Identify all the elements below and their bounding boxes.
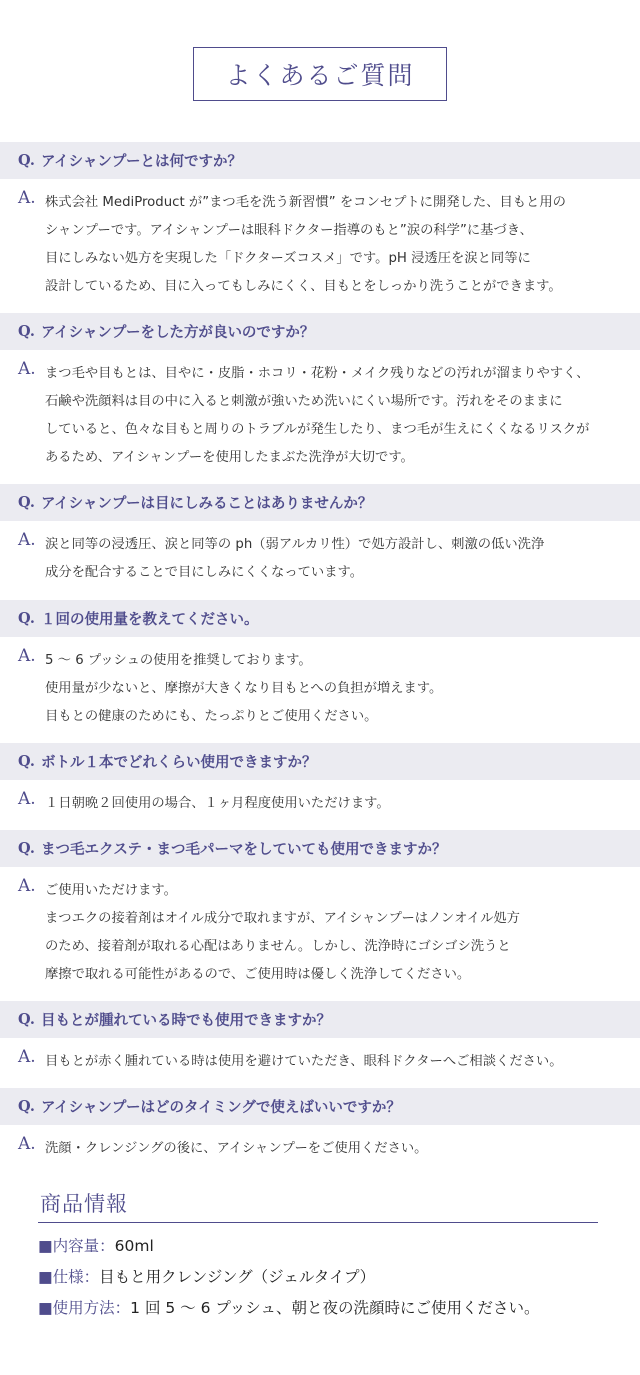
answer-line: していると、色々な目もと周りのトラブルが発生したり、まつ毛が生えにくくなるリスクが [45, 422, 590, 437]
answer-mark: A. [18, 876, 36, 896]
question-mark: Q. [18, 494, 35, 511]
question-bar [0, 484, 640, 521]
answer-block [0, 790, 640, 818]
faq-item [0, 1001, 640, 1076]
product-info-row [38, 1231, 598, 1262]
question-mark: Q. [18, 323, 35, 340]
question-mark: Q. [18, 1011, 35, 1028]
faq-item [0, 484, 640, 587]
question-mark: Q. [18, 840, 35, 857]
question-mark: Q. [18, 610, 35, 627]
faq-item [0, 1088, 640, 1163]
faq-item [0, 142, 640, 301]
answer-line: １日朝晩２回使用の場合、１ヶ月程度使用いただけます。 [45, 796, 390, 811]
answer-line: 摩擦で取れる可能性があるので、ご使用時は優しく洗浄してください。 [45, 967, 471, 982]
answer-mark: A. [18, 789, 36, 809]
product-info-value: 1 回 5 ～ 6 プッシュ、朝と夜の洗顔時にご使用ください。 [130, 1299, 540, 1317]
answer-line: 5 ～ 6 プッシュの使用を推奨しております。 [45, 653, 312, 668]
question-text: １回の使用量を教えてください。 [40, 612, 259, 628]
faq-item [0, 600, 640, 731]
answer-block [0, 531, 640, 587]
answer-line: 設計しているため、目に入ってもしみにくく、目もとをしっかり洗うことができます。 [45, 279, 562, 294]
answer-block [0, 360, 640, 472]
question-bar [0, 1088, 640, 1125]
answer-block [0, 1048, 640, 1076]
product-info-label: ■使用方法： [38, 1299, 131, 1317]
question-mark: Q. [18, 152, 35, 169]
answer-line: のため、接着剤が取れる心配はありません。しかし、洗浄時にゴシゴシ洗うと [45, 939, 511, 954]
page-title: よくあるご質問 [193, 47, 447, 101]
answer-line: 成分を配合することで目にしみにくくなっています。 [45, 565, 364, 580]
answer-mark: A. [18, 646, 36, 666]
product-info-list [38, 1231, 598, 1324]
faq-item [0, 743, 640, 818]
answer-mark: A. [18, 1047, 36, 1067]
product-info-row [38, 1262, 598, 1293]
answer-mark: A. [18, 530, 36, 550]
question-text: ボトル１本でどれくらい使用できますか？ [40, 755, 317, 771]
question-text: 目もとが腫れている時でも使用できますか？ [40, 1013, 331, 1029]
answer-line: あるため、アイシャンプーを使用したまぶた洗浄が大切です。 [45, 450, 414, 465]
answer-line: 株式会社 MediProduct が”まつ毛を洗う新習慣” をコンセプトに開発した、目もと用の [45, 195, 566, 210]
answer-line: シャンプーです。アイシャンプーは眼科ドクター指導のもと”涙の科学”に基づき、 [45, 223, 533, 238]
answer-line: ご使用いただけます。 [45, 883, 177, 898]
answer-line: 使用量が少ないと、摩擦が大きくなり目もとへの負担が増えます。 [45, 681, 443, 696]
answer-mark: A. [18, 359, 36, 379]
answer-block [0, 877, 640, 989]
question-bar [0, 313, 640, 350]
product-info-row [38, 1293, 598, 1324]
answer-block [0, 189, 640, 301]
answer-block [0, 647, 640, 731]
question-bar [0, 600, 640, 637]
answer-line: 洗顔・クレンジングの後に、アイシャンプーをご使用ください。 [45, 1141, 428, 1156]
answer-mark: A. [18, 1134, 36, 1154]
product-info [38, 1188, 598, 1324]
question-text: アイシャンプーをした方が良いのですか？ [40, 325, 315, 341]
question-bar [0, 743, 640, 780]
question-bar [0, 142, 640, 179]
question-mark: Q. [18, 1098, 35, 1115]
answer-line: まつエクの接着剤はオイル成分で取れますが、アイシャンプーはノンオイル処方 [45, 911, 520, 926]
product-info-value: 60ml [114, 1237, 154, 1255]
product-info-label: ■内容量： [38, 1237, 115, 1255]
answer-line: 目もとの健康のためにも、たっぷりとご使用ください。 [45, 709, 378, 724]
faq-item [0, 313, 640, 472]
answer-line: まつ毛や目もとは、目やに・皮脂・ホコリ・花粉・メイク残りなどの汚れが溜まりやすく、 [45, 366, 590, 381]
product-info-label: ■仕様： [38, 1268, 100, 1286]
question-text: アイシャンプーは目にしみることはありませんか？ [40, 496, 373, 512]
question-text: アイシャンプーとは何ですか？ [40, 154, 242, 170]
product-info-value: 目もと用クレンジング（ジェルタイプ） [99, 1268, 376, 1286]
answer-line: 涙と同等の浸透圧、涙と同等の ph（弱アルカリ性）で処方設計し、刺激の低い洗浄 [45, 537, 545, 552]
question-text: まつ毛エクステ・まつ毛パーマをしていても使用できますか？ [40, 842, 447, 858]
answer-line: 目もとが赤く腫れている時は使用を避けていただき、眼科ドクターへご相談ください。 [45, 1054, 563, 1069]
faq-item [0, 830, 640, 989]
product-info-title: 商品情報 [38, 1188, 598, 1223]
answer-line: 石鹸や洗顔料は目の中に入ると刺激が強いため洗いにくい場所です。汚れをそのままに [45, 394, 563, 409]
question-bar [0, 830, 640, 867]
question-text: アイシャンプーはどのタイミングで使えばいいですか？ [40, 1100, 401, 1116]
question-mark: Q. [18, 753, 35, 770]
answer-mark: A. [18, 188, 36, 208]
question-bar [0, 1001, 640, 1038]
answer-block [0, 1135, 640, 1163]
answer-line: 目にしみない処方を実現した「ドクターズコスメ」です。pH 浸透圧を涙と同等に [45, 251, 531, 266]
